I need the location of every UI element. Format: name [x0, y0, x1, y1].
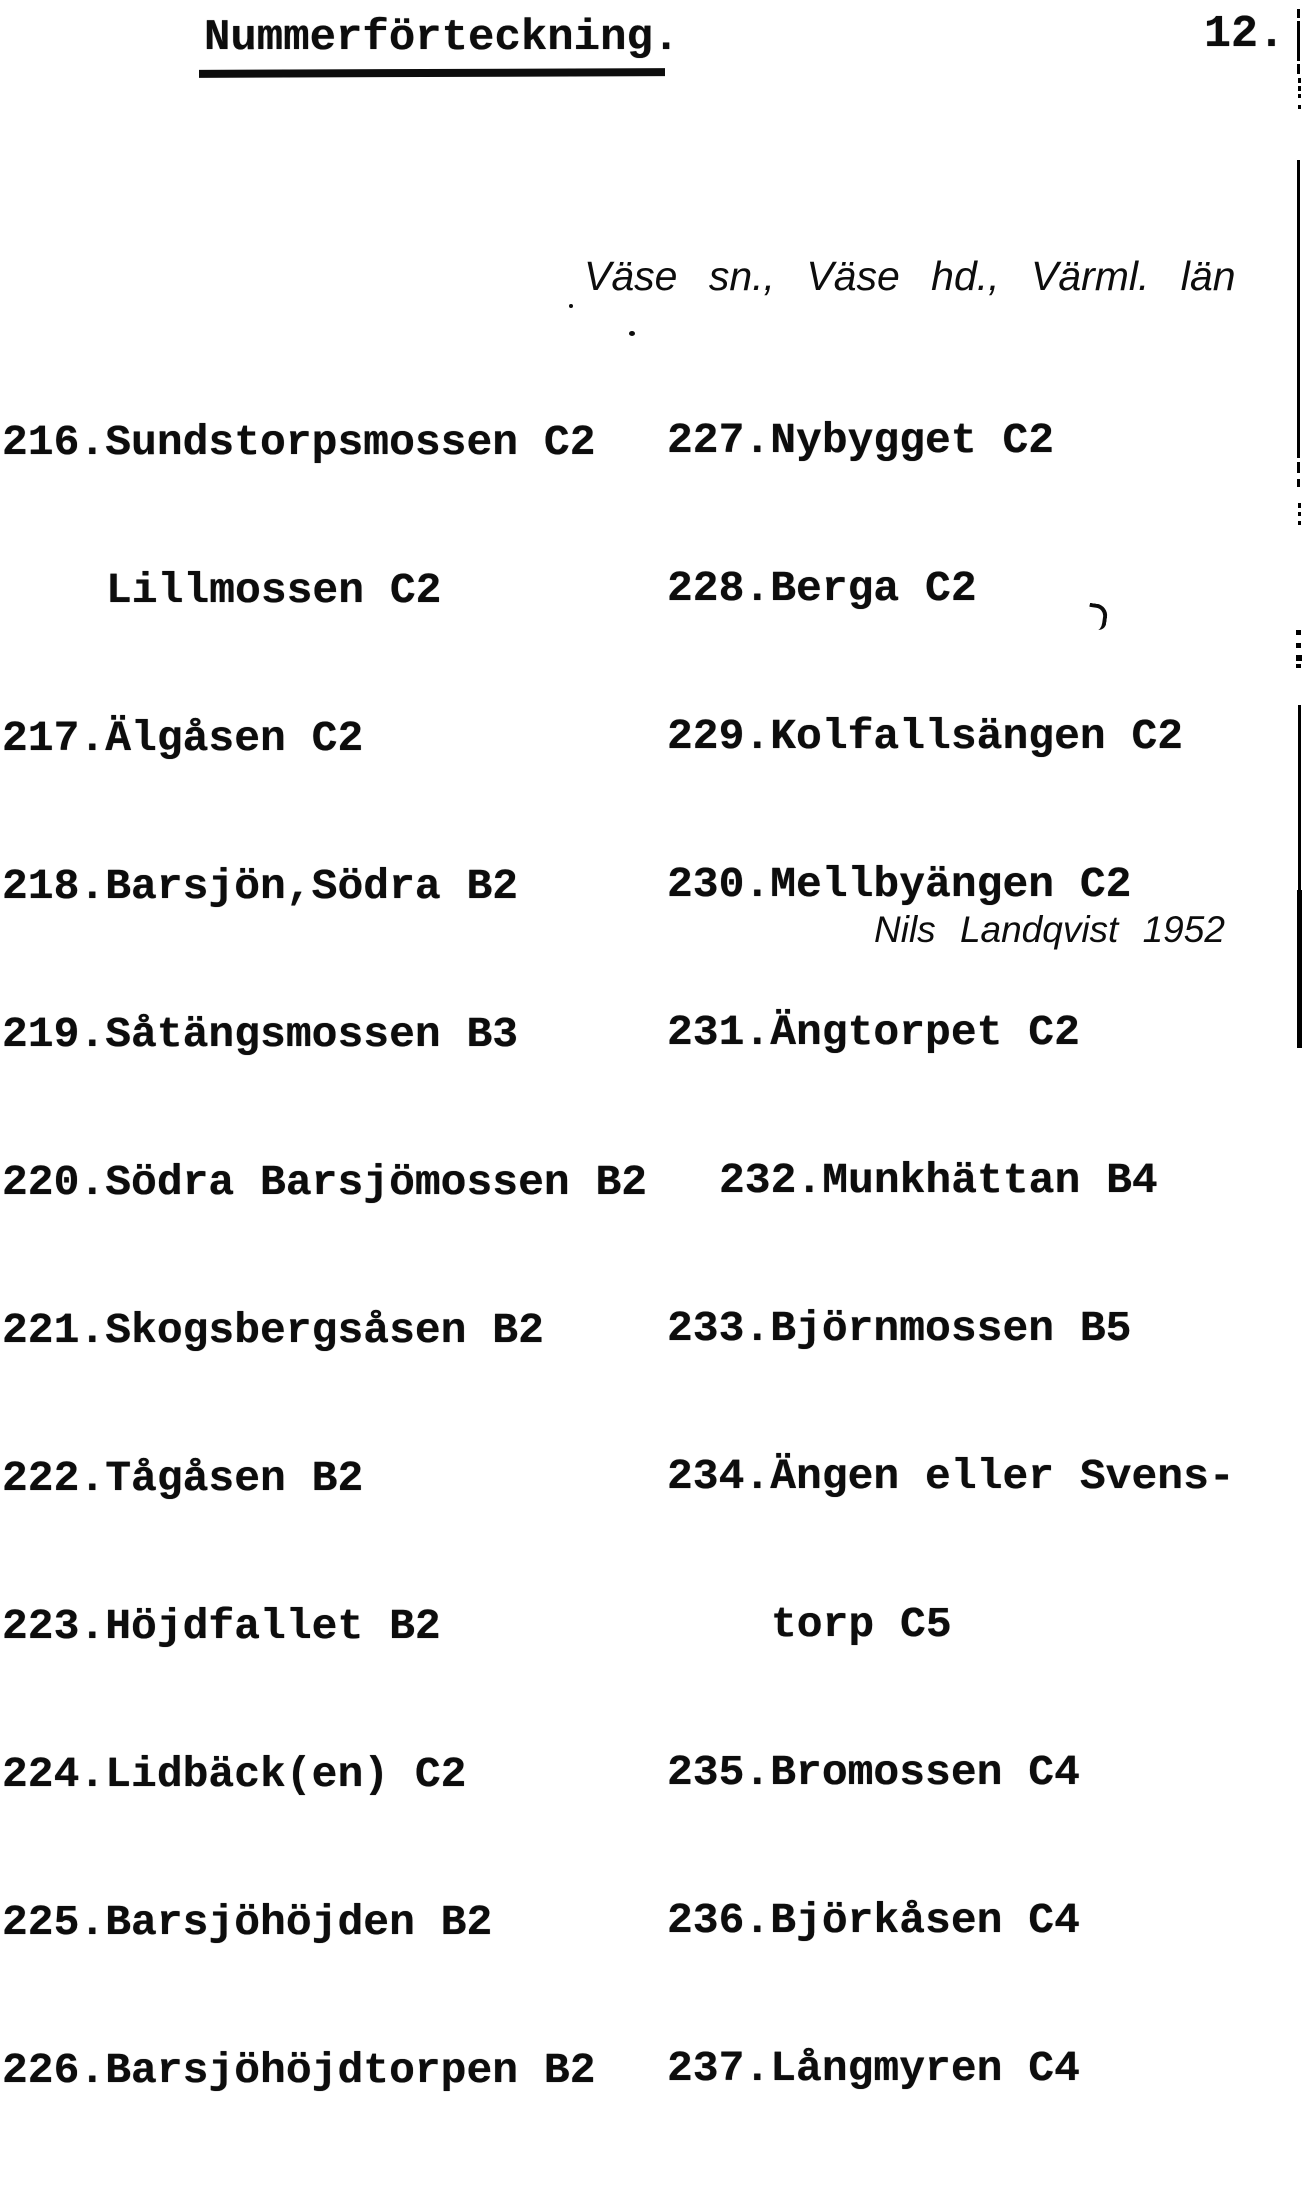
edge-mark: [1296, 643, 1301, 648]
list-item-224: 224.Lidbäck(en) C2: [2, 1750, 467, 1799]
list-item-225: 225.Barsjöhöjden B2: [2, 1898, 493, 1947]
edge-mark: [1297, 890, 1302, 1048]
list-item-230: 230.Mellbyängen C2: [667, 860, 1132, 909]
list-item-234-continuation: torp C5: [771, 1600, 952, 1649]
list-item-228: 228.Berga C2: [667, 564, 977, 613]
list-item-221: 221.Skogsbergsåsen B2: [2, 1306, 544, 1355]
list-item-236: 236.Björkåsen C4: [667, 1896, 1080, 1945]
list-item-222: 222.Tågåsen B2: [2, 1454, 364, 1503]
edge-mark: [1297, 21, 1300, 61]
list-item-234: 234.Ängen eller Svens-: [667, 1452, 1235, 1501]
right-column: [667, 318, 1235, 2192]
list-item-237: 237.Långmyren C4: [667, 2044, 1080, 2093]
edge-mark: [1297, 64, 1300, 74]
list-item-227: 227.Nybygget C2: [667, 416, 1055, 465]
edge-mark: [1298, 94, 1301, 98]
edge-mark: [1298, 78, 1301, 83]
list-item-235: 235.Bromossen C4: [667, 1748, 1080, 1797]
left-column: [2, 320, 647, 2194]
edge-mark: [1297, 9, 1300, 18]
edge-mark: [1298, 521, 1301, 525]
list-item-218: 218.Barsjön,Södra B2: [2, 862, 519, 911]
edge-mark: [1297, 462, 1300, 473]
edge-mark: [1297, 479, 1300, 487]
list-item-226: 226.Barsjöhöjdtorpen B2: [2, 2046, 596, 2095]
list-item-231: 231.Ängtorpet C2: [667, 1008, 1080, 1057]
list-item-229: 229.Kolfallsängen C2: [667, 712, 1184, 761]
list-item-217: 217.Älgåsen C2: [2, 714, 364, 763]
edge-mark: [1296, 664, 1301, 668]
list-item-233: 233.Björnmossen B5: [667, 1304, 1132, 1353]
list-item-220: 220.Södra Barsjömossen B2: [2, 1158, 648, 1207]
title-underline: [199, 68, 665, 78]
page-number: 12.: [1204, 9, 1286, 60]
edge-mark: [1297, 160, 1300, 458]
list-item-223: 223.Höjdfallet B2: [2, 1602, 441, 1651]
ink-speck: [629, 331, 635, 336]
page-title: Nummerförteckning.: [204, 13, 680, 63]
list-item-216: 216.Sundstorpsmossen C2: [2, 418, 596, 467]
signature: Nils Landqvist 1952: [874, 909, 1225, 950]
edge-mark: [1298, 503, 1301, 508]
ink-speck: [569, 304, 573, 308]
region-header: Väse sn., Väse hd., Värml. län: [584, 253, 1236, 299]
list-item-232: 232.Munkhättan B4: [719, 1156, 1158, 1205]
edge-mark: [1298, 86, 1301, 91]
edge-mark: [1298, 512, 1301, 516]
edge-mark: [1298, 105, 1301, 109]
edge-mark: [1296, 655, 1302, 661]
list-item-219: 219.Såtängsmossen B3: [2, 1010, 519, 1059]
list-item-216-continuation: Lillmossen C2: [106, 566, 442, 615]
edge-mark: [1296, 630, 1301, 635]
